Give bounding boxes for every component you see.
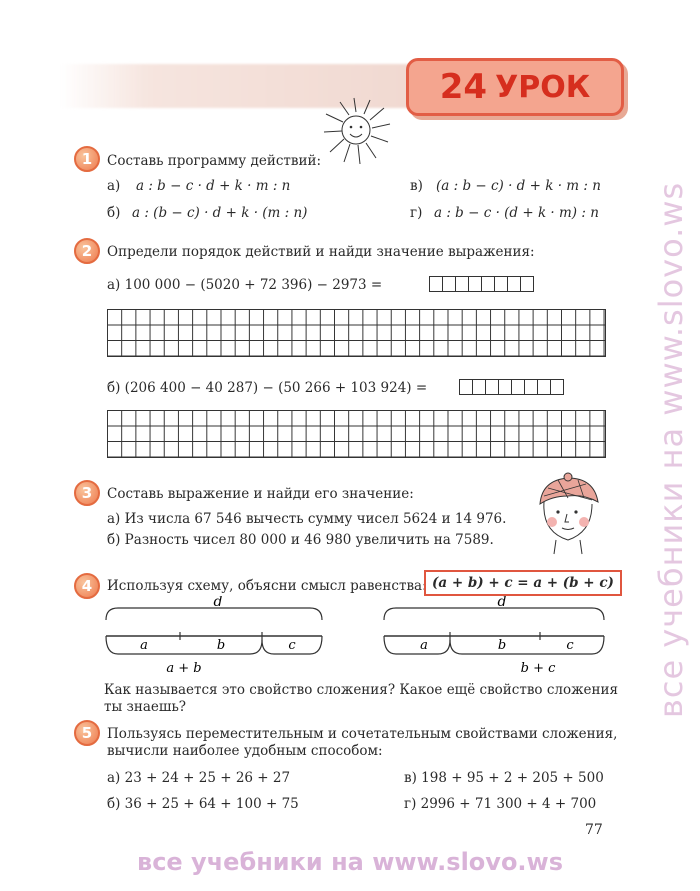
task-5v-expression: в) 198 + 95 + 2 + 205 + 500 xyxy=(404,770,604,786)
task-2b-work-grid xyxy=(107,410,606,458)
task-4-title: Используя схему, объясни смысл равенства: xyxy=(107,578,427,594)
task-1v-expression: (a : b − c) · d + k · m : n xyxy=(436,178,601,194)
task-5-title-line-1: Пользуясь переместительным и сочетательным свойствами сложения, xyxy=(107,726,618,742)
right-d-label: d xyxy=(497,596,507,610)
task-4-number: 4 xyxy=(74,573,100,599)
task-3-title: Составь выражение и найди его значение: xyxy=(107,486,414,502)
task-1g-expression: a : b − c · (d + k · m) : n xyxy=(434,205,599,221)
task-1a-label: а) xyxy=(107,178,121,194)
task-2-number: 2 xyxy=(74,238,100,264)
task-5a-expression: а) 23 + 24 + 25 + 26 + 27 xyxy=(107,770,291,786)
left-a-label: a xyxy=(140,638,148,653)
task-1v-label: в) xyxy=(410,178,423,194)
right-c-label: c xyxy=(566,638,574,653)
task-1-title: Составь программу действий: xyxy=(107,153,322,169)
task-4-right-scheme xyxy=(382,596,614,678)
task-2a-answer-box xyxy=(430,276,534,292)
side-watermark: все учебники на www.slovo.ws xyxy=(652,181,690,719)
left-c-label: c xyxy=(288,638,296,653)
left-d-label: d xyxy=(213,596,223,610)
bottom-watermark: все учебники на www.slovo.ws xyxy=(137,848,563,876)
task-3b-text: б) Разность чисел 80 000 и 46 980 увеличить на 7589. xyxy=(107,532,494,548)
task-2b-answer-box xyxy=(460,379,564,395)
lesson-number: 24 xyxy=(439,67,488,107)
lesson-badge xyxy=(406,58,624,116)
task-4-left-scheme xyxy=(104,596,336,678)
left-b-label: b xyxy=(216,638,226,653)
task-1a-expression: a : b − c · d + k · m : n xyxy=(136,178,291,194)
task-5g-expression: г) 2996 + 71 300 + 4 + 700 xyxy=(404,796,597,812)
task-2a-expression: а) 100 000 − (5020 + 72 396) − 2973 = xyxy=(107,277,383,293)
left-ab-label: a + b xyxy=(166,661,202,676)
task-1g-label: г) xyxy=(410,205,423,221)
task-2a-work-grid xyxy=(107,309,606,357)
task-5b-expression: б) 36 + 25 + 64 + 100 + 75 xyxy=(107,796,299,812)
boy-illustration xyxy=(528,470,610,556)
task-2-title: Определи порядок действий и найди значение выражения: xyxy=(107,244,535,260)
task-2b-expression: б) (206 400 − 40 287) − (50 266 + 103 924) = xyxy=(107,380,428,396)
task-5-number: 5 xyxy=(74,720,100,746)
page-number: 77 xyxy=(585,822,603,838)
right-b-label: b xyxy=(497,638,507,653)
task-4-question-line-2: ты знаешь? xyxy=(104,699,187,715)
sun-illustration xyxy=(314,94,398,170)
task-3a-text: а) Из числа 67 546 вычесть сумму чисел 5624 и 14 976. xyxy=(107,511,507,527)
right-a-label: a xyxy=(420,638,428,653)
task-1b-label: б) xyxy=(107,205,121,221)
task-1-number: 1 xyxy=(74,146,100,172)
task-5-title-line-2: вычисли наиболее удобным способом: xyxy=(107,743,383,759)
lesson-word: УРОК xyxy=(495,69,591,105)
right-bc-label: b + c xyxy=(520,661,556,676)
task-3-number: 3 xyxy=(74,480,100,506)
task-4-formula: (a + b) + c = a + (b + c) xyxy=(424,570,622,596)
task-4-question-line-1: Как называется это свойство сложения? Какое ещё свойство сложения xyxy=(104,682,619,698)
task-1b-expression: a : (b − c) · d + k · (m : n) xyxy=(132,205,308,221)
